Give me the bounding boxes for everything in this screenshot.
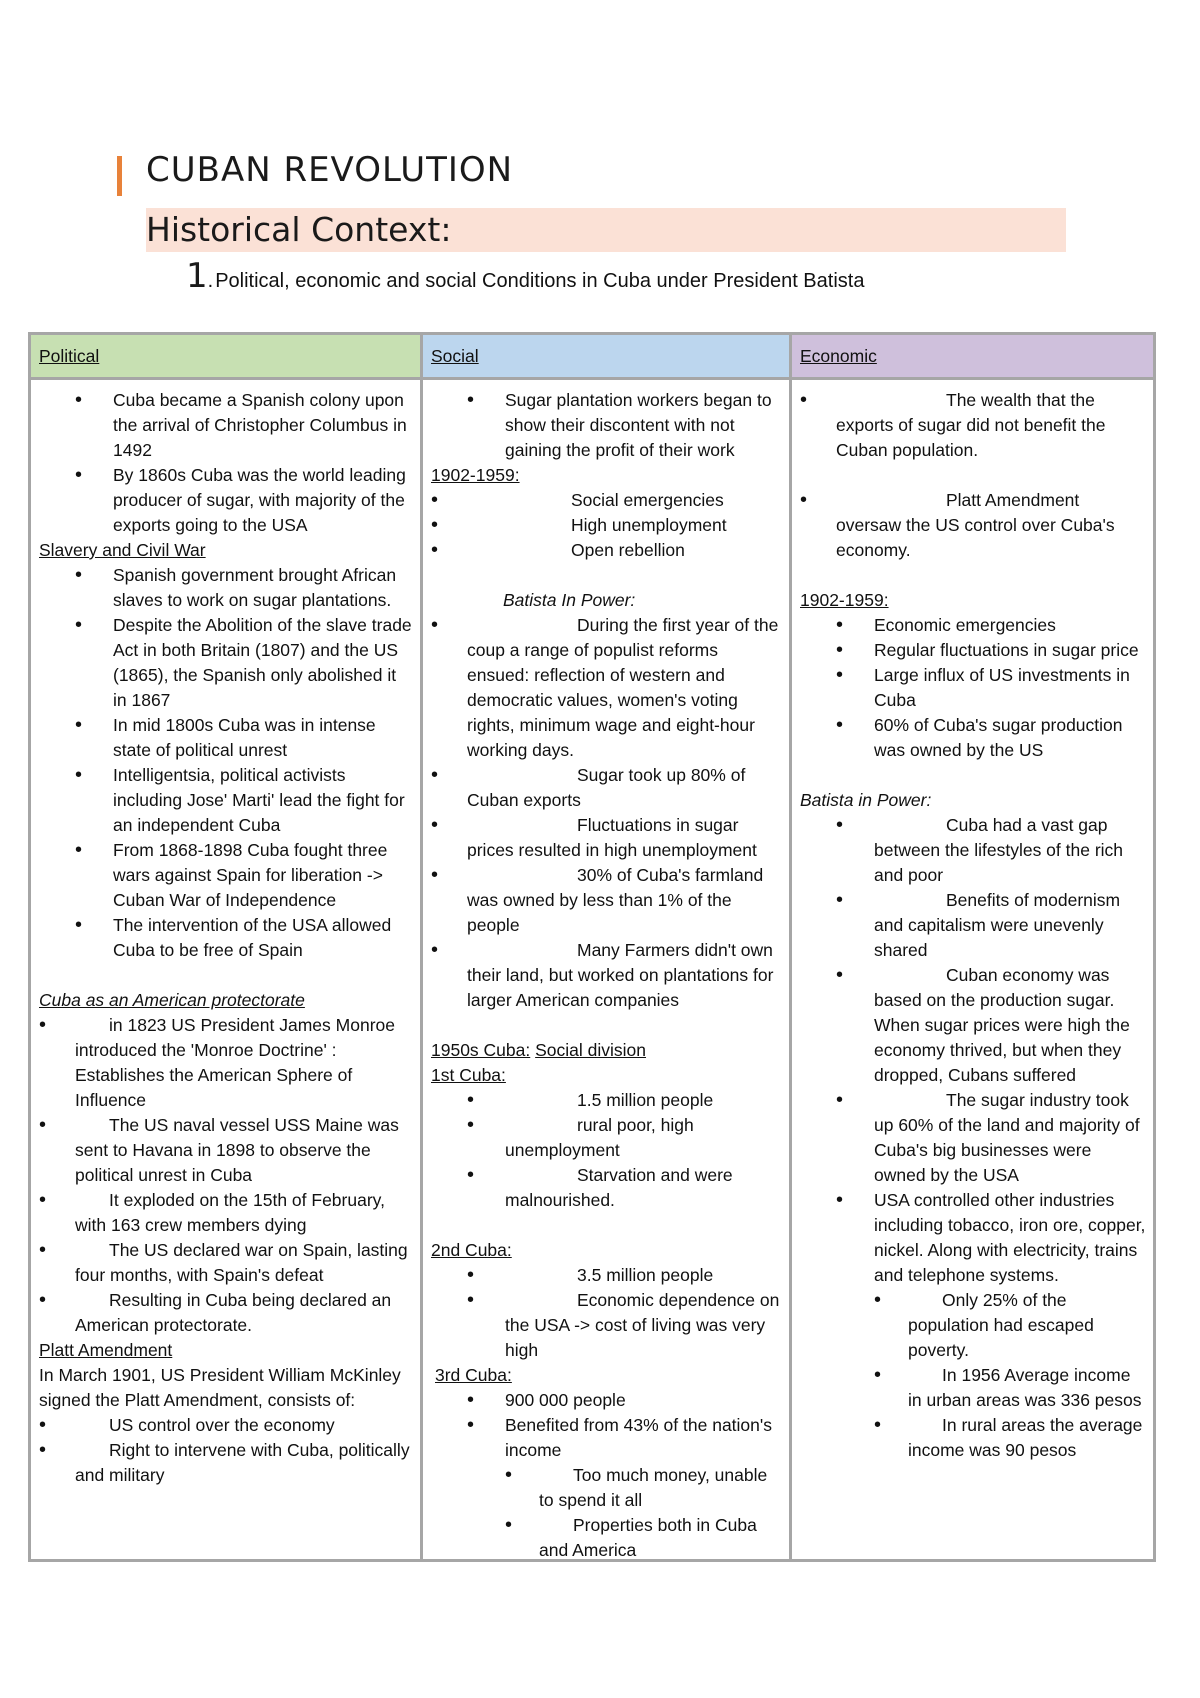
platt-heading: Platt Amendment (39, 1340, 173, 1360)
list-item-text: Open rebellion (571, 540, 685, 560)
list-item (431, 763, 783, 813)
economic-body (792, 380, 1153, 1559)
list-item-text: Economic dependence on the USA -> cost of living was very high (505, 1290, 780, 1360)
list-item (800, 388, 1147, 463)
list-item (800, 488, 1147, 563)
conditions-table (28, 332, 1156, 1562)
batista-heading: Batista in Power: (800, 790, 932, 810)
list-item: • Despite the Abolition of the slave trade Act in both Britain (1807) and the US (1865), the Spanish only abolished it in 1867 (39, 613, 414, 713)
list-item-text: 3.5 million people (577, 1265, 714, 1285)
list-item-text: Starvation and were malnourished. (505, 1165, 733, 1210)
list-item: • The intervention of the USA allowed Cuba to be free of Spain (39, 913, 414, 963)
list-item: • 60% of Cuba's sugar production was owned by the US (800, 713, 1147, 763)
division-label: 1950s Cuba: (431, 1040, 531, 1060)
list-item (431, 1113, 783, 1163)
list-item (39, 1438, 414, 1488)
list-item (39, 1238, 414, 1288)
list-item: • In mid 1800s Cuba was in intense state of political unrest (39, 713, 414, 763)
list-item (431, 1088, 783, 1113)
list-item-text: Benefits of modernism and capitalism were unevenly shared (874, 890, 1121, 960)
list-item: • Spanish government brought African slaves to work on sugar plantations. (39, 563, 414, 613)
list-item (431, 513, 783, 538)
list-item-text: The sugar industry took up 60% of the land and majority of Cuba's big businesses were owned by the USA (874, 1090, 1140, 1185)
list-item-text: It exploded on the 15th of February, with 163 crew members dying (75, 1190, 385, 1235)
list-item-text: Cuba had a vast gap between the lifestyles of the rich and poor (874, 815, 1124, 885)
list-item: • Cuba became a Spanish colony upon the arrival of Christopher Columbus in 1492 (39, 388, 414, 463)
list-item-text: The wealth that the exports of sugar did not benefit the Cuban population. (836, 390, 1106, 460)
list-item-text: Only 25% of the population had escaped poverty. (908, 1290, 1094, 1360)
list-item (800, 963, 1147, 1088)
list-item: • By 1860s Cuba was the world leading producer of sugar, with majority of the exports going to the USA (39, 463, 414, 538)
list-item: • USA controlled other industries including tobacco, iron ore, copper, nickel. Along with electricity, trains and telephone systems. (800, 1188, 1147, 1288)
social-body (423, 380, 789, 1559)
list-item-text: During the first year of the coup a range of populist reforms ensued: reflection of western and democratic values, women's voting rights, minimum wage and eight-hour working days. (467, 615, 779, 760)
section-number-dot: . (207, 270, 214, 292)
political-header: Political (31, 335, 420, 377)
list-item-text: Social emergencies (571, 490, 724, 510)
list-item (800, 888, 1147, 963)
list-item (39, 1413, 414, 1438)
third-cuba-heading: 3rd Cuba: (435, 1365, 512, 1385)
period-heading: 1902-1959: (800, 590, 889, 610)
division-text: Social division (535, 1040, 647, 1060)
section-heading (186, 256, 865, 296)
list-item (431, 813, 783, 863)
list-item-text: Right to intervene with Cuba, politically and military (75, 1440, 410, 1485)
list-item (431, 538, 783, 563)
list-item-text: Sugar took up 80% of Cuban exports (467, 765, 746, 810)
list-item (431, 1463, 783, 1513)
economic-header: Economic (792, 335, 1153, 377)
batista-heading-text: Batista In Power: (503, 590, 636, 610)
period-heading: 1902-1959: (431, 465, 520, 485)
document-title: CUBAN REVOLUTION (146, 150, 514, 190)
list-item: • Regular fluctuations in sugar price (800, 638, 1147, 663)
list-item (39, 1288, 414, 1338)
list-item-text: Many Farmers didn't own their land, but worked on plantations for larger American companies (467, 940, 774, 1010)
list-item-text: 30% of Cuba's farmland was owned by less than 1% of the people (467, 865, 764, 935)
list-item (431, 938, 783, 1013)
list-item-text: The US naval vessel USS Maine was sent to Havana in 1898 to observe the political unrest in Cuba (75, 1115, 399, 1185)
list-item-text: rural poor, high unemployment (505, 1115, 694, 1160)
list-item (431, 613, 783, 763)
economic-column (792, 335, 1153, 1559)
section-number: 1 (186, 256, 208, 296)
first-cuba-heading: 1st Cuba: (431, 1065, 506, 1085)
list-item-text: Too much money, unable to spend it all (539, 1465, 768, 1510)
list-item-text: Resulting in Cuba being declared an American protectorate. (75, 1290, 392, 1335)
list-item-text: 1.5 million people (577, 1090, 714, 1110)
list-item (800, 1288, 1147, 1363)
list-item-text: Cuban economy was based on the production sugar. When sugar prices were high the economy thrived, but when they dropped, Cubans suffered (874, 965, 1130, 1085)
list-item: • Large influx of US investments in Cuba (800, 663, 1147, 713)
list-item-text: US control over the economy (109, 1415, 335, 1435)
protectorate-heading: Cuba as an American protectorate (39, 990, 305, 1010)
list-item-text: High unemployment (571, 515, 727, 535)
list-item (800, 1363, 1147, 1413)
list-item (431, 1513, 783, 1563)
list-item-text: Platt Amendment oversaw the US control over Cuba's economy. (836, 490, 1115, 560)
list-item (431, 1163, 783, 1213)
list-item (800, 1088, 1147, 1188)
political-body (31, 380, 420, 1559)
second-cuba-heading: 2nd Cuba: (431, 1240, 512, 1260)
section-title: Political, economic and social Conditions in Cuba under President Batista (215, 270, 865, 292)
list-item-text: in 1823 US President James Monroe introduced the 'Monroe Doctrine' : Establishes the American Sphere of Influence (75, 1015, 395, 1110)
list-item: • Economic emergencies (800, 613, 1147, 638)
list-item (431, 863, 783, 938)
list-item: • Intelligentsia, political activists including Jose' Marti' lead the fight for an independent Cuba (39, 763, 414, 838)
list-item-text: In 1956 Average income in urban areas was 336 pesos (908, 1365, 1142, 1410)
list-item-text: In rural areas the average income was 90 pesos (908, 1415, 1143, 1460)
list-item (39, 1113, 414, 1188)
list-item (800, 813, 1147, 888)
list-item: • Benefited from 43% of the nation's income (431, 1413, 783, 1463)
list-item-text: Properties both in Cuba and America (539, 1515, 757, 1560)
social-header: Social (423, 335, 789, 377)
title-accent-bar (117, 156, 122, 196)
platt-text: In March 1901, US President William McKinley signed the Platt Amendment, consists of: (39, 1365, 401, 1410)
list-item: • From 1868-1898 Cuba fought three wars against Spain for liberation -> Cuban War of Independence (39, 838, 414, 913)
list-item (39, 1013, 414, 1113)
list-item (39, 1188, 414, 1238)
slavery-heading: Slavery and Civil War (39, 540, 206, 560)
batista-heading (431, 588, 783, 613)
division-heading (431, 1038, 783, 1063)
political-column (31, 335, 420, 1559)
document-subtitle: Historical Context: (146, 210, 452, 249)
list-item: • Sugar plantation workers began to show their discontent with not gaining the profit of their work (431, 388, 783, 463)
list-item (431, 488, 783, 513)
list-item (800, 1413, 1147, 1463)
list-item-text: Fluctuations in sugar prices resulted in high unemployment (467, 815, 757, 860)
social-column (423, 335, 789, 1559)
list-item (431, 1263, 783, 1288)
list-item: • 900 000 people (431, 1388, 783, 1413)
list-item-text: The US declared war on Spain, lasting four months, with Spain's defeat (75, 1240, 408, 1285)
list-item (431, 1288, 783, 1363)
